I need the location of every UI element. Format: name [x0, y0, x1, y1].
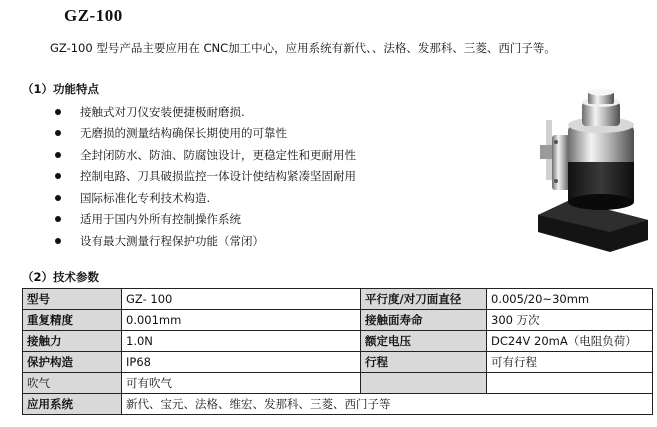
- spec-value: 0.005/20~30mm: [487, 289, 653, 310]
- spec-value: IP68: [122, 352, 361, 373]
- spec-label: 额定电压: [361, 331, 487, 352]
- spec-value: 300 万次: [487, 310, 653, 331]
- spec-value: 1.0N: [122, 331, 361, 352]
- table-row: [23, 352, 653, 373]
- spec-label-empty: [361, 373, 487, 394]
- table-row: [23, 289, 653, 310]
- spec-value-empty: [487, 373, 653, 394]
- spec-label: 保护构造: [23, 352, 122, 373]
- spec-value: DC24V 20mA（电阻负荷）: [487, 331, 653, 352]
- spec-label: 型号: [23, 289, 122, 310]
- table-row: [23, 394, 653, 415]
- spec-value: 可有吹气: [122, 373, 361, 394]
- spec-label: 应用系统: [23, 394, 122, 415]
- specs-table: [22, 288, 653, 415]
- product-title: GZ-100: [64, 6, 123, 25]
- list-item: 设有最大测量行程保护功能（常闭）: [55, 230, 356, 252]
- list-item: 接触式对刀仪安装便捷极耐磨损.: [55, 101, 356, 123]
- spec-value: 0.001mm: [122, 310, 361, 331]
- bullet-icon: [55, 109, 61, 115]
- features-heading: （1）功能特点: [22, 82, 100, 96]
- table-row: [23, 373, 653, 394]
- bullet-icon: [55, 130, 61, 136]
- feature-list: [55, 101, 356, 252]
- spec-label: 接触力: [23, 331, 122, 352]
- spec-value: 新代、宝元、法格、维宏、发那科、三菱、西门子等: [122, 394, 653, 415]
- list-item: 适用于国内外所有控制操作系统: [55, 209, 356, 231]
- bullet-icon: [55, 173, 61, 179]
- tool-setter-product-image: [530, 80, 655, 255]
- bullet-icon: [55, 152, 61, 158]
- table-row: [23, 310, 653, 331]
- intro-text: GZ-100 型号产品主要应用在 CNC加工中心，应用系统有新代、、法格、发那科、三菱、西门子等。: [50, 41, 556, 55]
- table-row: [23, 331, 653, 352]
- spec-value: 可有行程: [487, 352, 653, 373]
- bullet-icon: [55, 216, 61, 222]
- spec-value: GZ- 100: [122, 289, 361, 310]
- list-item: 无磨损的测量结构确保长期使用的可靠性: [55, 123, 356, 145]
- bullet-icon: [55, 195, 61, 201]
- spec-label: 重复精度: [23, 310, 122, 331]
- list-item: 控制电路、刀具破损监控一体设计使结构紧凑坚固耐用: [55, 166, 356, 188]
- spec-label: 接触面寿命: [361, 310, 487, 331]
- bullet-icon: [55, 238, 61, 244]
- specs-heading: （2）技术参数: [22, 270, 100, 284]
- list-item: 国际标准化专利技术构造.: [55, 187, 356, 209]
- list-item: 全封闭防水、防油、防腐蚀设计，更稳定性和更耐用性: [55, 144, 356, 166]
- spec-label: 吹气: [23, 373, 122, 394]
- spec-label: 平行度/对刀面直径: [361, 289, 487, 310]
- spec-label: 行程: [361, 352, 487, 373]
